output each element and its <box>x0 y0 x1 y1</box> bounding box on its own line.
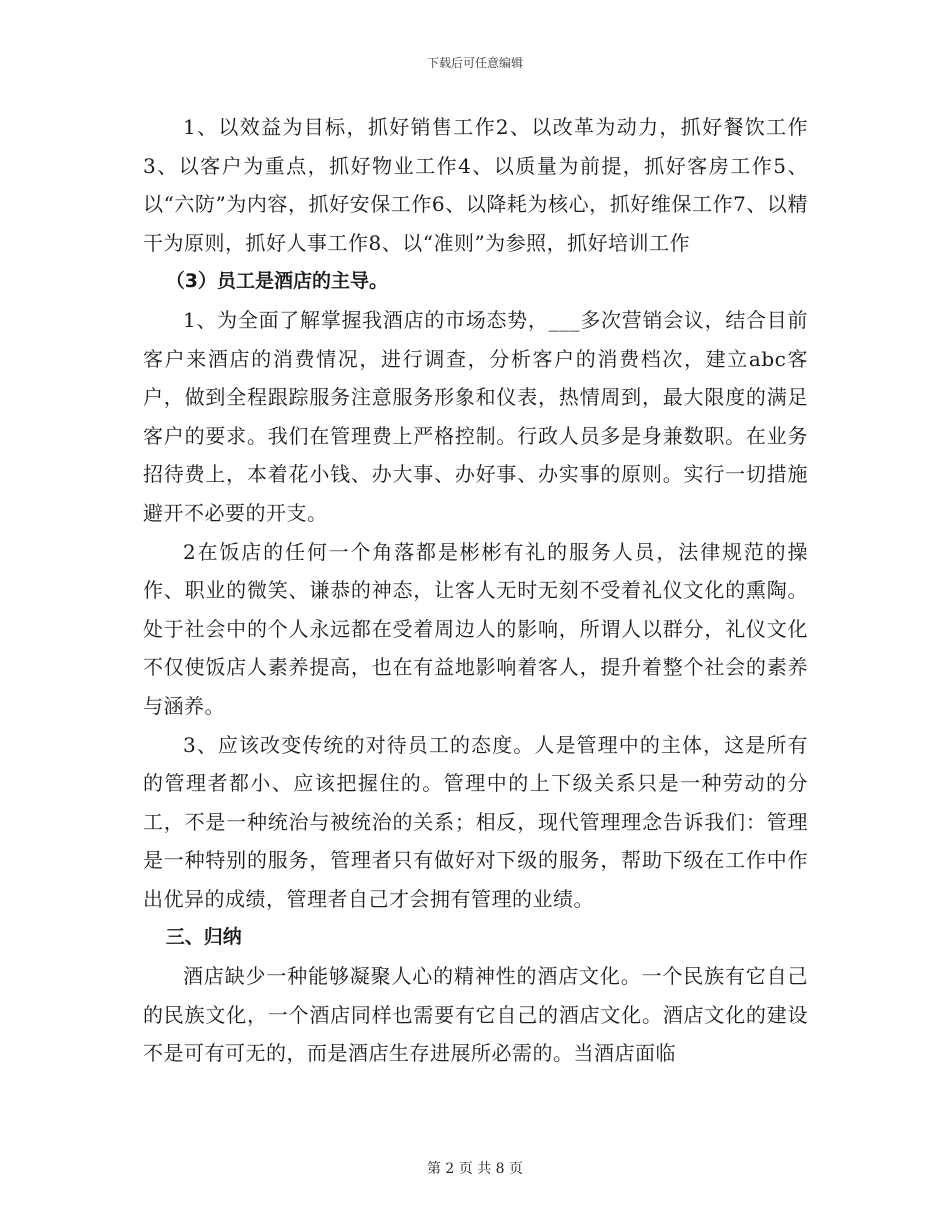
page-header: 下载后可任意编辑 <box>426 56 523 70</box>
paragraph-management: 3、应该改变传统的对待员工的态度。人是管理中的主体，这是所有的管理者都小、应该把握住的。管理中的上下级关系只是一种劳动的分工，不是一种统治与被统治的关系；相反，现代管理理念告诉我们：管理是一种特别的服务，管理者只有做好对下级的服务，帮助下级在工作中作出优异的成绩，管理者自己才会拥有管理的业绩。 <box>143 732 808 911</box>
document-body <box>143 108 808 1073</box>
paragraph-work-goals: 1、以效益为目标，抓好销售工作2、以改革为动力，抓好餐饮工作3、以客户为重点，抓好物业工作4、以质量为前提，抓好客房工作5、以“六防”为内容，抓好安保工作6、以降耗为核心，抓好维保工作7、以精干为原则，抓好人事工作8、以“准则”为参照，抓好培训工作 <box>143 115 808 255</box>
section-heading-staff: （3）员工是酒店的主导。 <box>165 270 389 293</box>
paragraph-etiquette: 2在饭店的任何一个角落都是彬彬有礼的服务人员，法律规范的操作、职业的微笑、谦恭的神态，让客人无时无刻不受着礼仪文化的熏陶。处于社会中的个人永远都在受着周边人的影响，所谓人以群分，礼仪文化不仅使饭店人素养提高，也在有益地影响着客人，提升着整个社会的素养与涵养。 <box>143 539 808 718</box>
paragraph-marketing: 1、为全面了解掌握我酒店的市场态势，___多次营销会议，结合目前客户来酒店的消费情况，进行调查，分析客户的消费档次，建立abc客户，做到全程跟踪服务注意服务形象和仪表，热情周到，最大限度的满足客户的要求。我们在管理费上严格控制。行政人员多是身兼数职。在业务招待费上，本着花小钱、办大事、办好事、办实事的原则。实行一切措施避开不必要的开支。 <box>143 307 808 525</box>
paragraph-hotel-culture: 酒店缺少一种能够凝聚人心的精神性的酒店文化。一个民族有它自己的民族文化，一个酒店同样也需要有它自己的酒店文化。酒店文化的建设不是可有可无的，而是酒店生存进展所必需的。当酒店面临 <box>143 964 808 1066</box>
page-footer: 第 2 页 共 8 页 <box>426 1161 524 1177</box>
section-heading-summary: 三、归纳 <box>165 926 242 949</box>
